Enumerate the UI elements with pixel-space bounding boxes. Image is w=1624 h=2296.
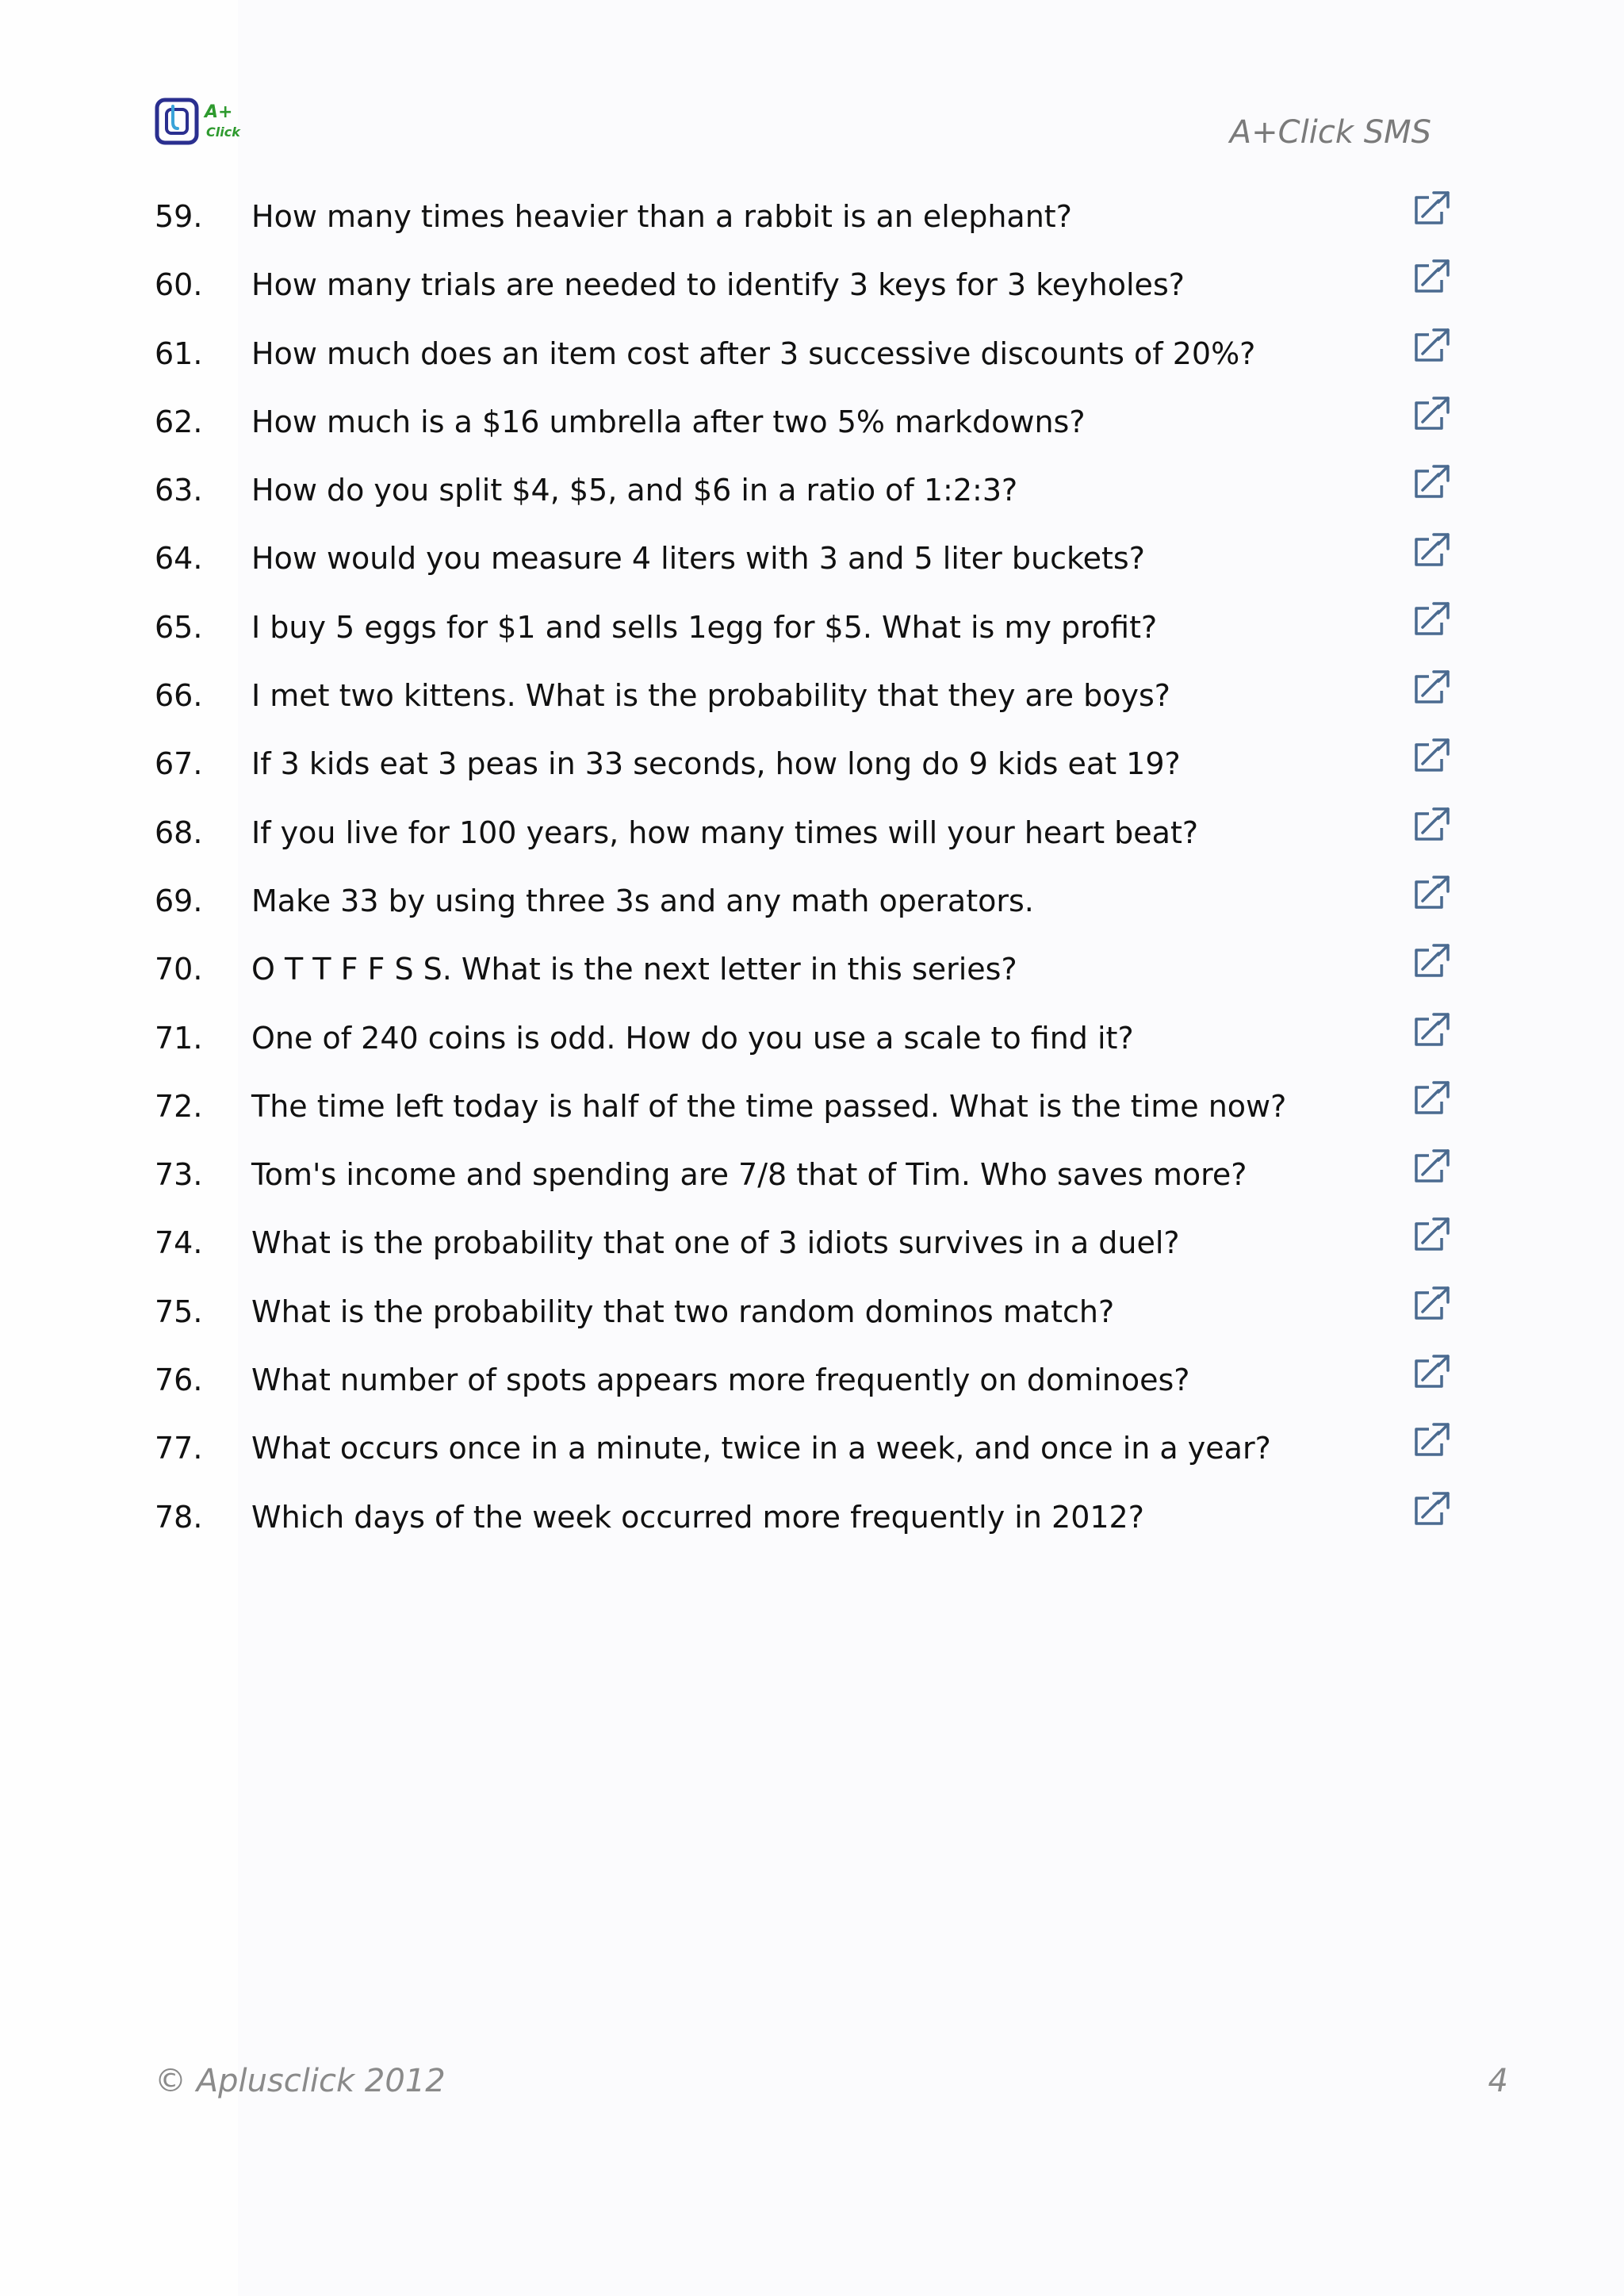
question-item [0, 742, 1624, 810]
question-item [0, 605, 1624, 673]
question-item [0, 194, 1624, 263]
question-number: 59. [155, 199, 203, 234]
question-item [0, 332, 1624, 400]
external-link-icon[interactable] [1411, 804, 1453, 845]
question-number: 66. [155, 678, 203, 714]
question-item [0, 1426, 1624, 1494]
question-item [0, 811, 1624, 879]
external-link-icon[interactable] [1411, 599, 1453, 640]
question-item [0, 263, 1624, 331]
question-item [0, 1495, 1624, 1563]
question-item [0, 1221, 1624, 1289]
question-item [0, 1016, 1624, 1084]
question-item [0, 1358, 1624, 1426]
external-link-icon[interactable] [1411, 941, 1453, 982]
question-list [0, 194, 1624, 1563]
question-number: 69. [155, 883, 203, 918]
footer-copyright: © Aplusclick 2012 [155, 2063, 446, 2099]
question-number: 68. [155, 815, 203, 850]
question-number: 78. [155, 1499, 203, 1535]
question-item [0, 1290, 1624, 1358]
question-number: 70. [155, 952, 203, 987]
question-item [0, 673, 1624, 742]
external-link-icon[interactable] [1411, 325, 1453, 366]
question-number: 64. [155, 541, 203, 577]
question-text: Make 33 by using three 3s and any math operators. [251, 883, 1034, 918]
external-link-icon[interactable] [1411, 530, 1453, 571]
question-number: 75. [155, 1294, 203, 1329]
question-text: How many trials are needed to identify 3 keys for 3 keyholes? [251, 267, 1185, 303]
external-link-icon[interactable] [1411, 1214, 1453, 1255]
question-text: How much is a $16 umbrella after two 5% markdowns? [251, 404, 1086, 439]
question-number: 63. [155, 473, 203, 508]
question-text: One of 240 coins is odd. How do you use a scale to find it? [251, 1020, 1134, 1056]
question-text: I met two kittens. What is the probability that they are boys? [251, 678, 1170, 714]
external-link-icon[interactable] [1411, 1078, 1453, 1119]
question-number: 65. [155, 609, 203, 645]
question-text: How do you split $4, $5, and $6 in a ratio of 1:2:3? [251, 473, 1018, 508]
question-number: 76. [155, 1363, 203, 1398]
question-text: How much does an item cost after 3 successive discounts of 20%? [251, 335, 1256, 371]
external-link-icon[interactable] [1411, 393, 1453, 435]
question-text: I buy 5 eggs for $1 and sells 1egg for $5. What is my profit? [251, 609, 1158, 645]
question-text: What number of spots appears more frequently on dominoes? [251, 1363, 1190, 1398]
question-text: What is the probability that two random dominos match? [251, 1294, 1115, 1329]
external-link-icon[interactable] [1411, 735, 1453, 776]
aplusclick-logo-icon [154, 95, 249, 151]
page-number: 4 [1488, 2063, 1508, 2099]
external-link-icon[interactable] [1411, 1351, 1453, 1393]
question-number: 61. [155, 335, 203, 371]
question-text: Which days of the week occurred more frequently in 2012? [251, 1499, 1144, 1535]
question-item [0, 1084, 1624, 1152]
header-title: A+Click SMS [1229, 114, 1431, 151]
question-item [0, 947, 1624, 1015]
external-link-icon[interactable] [1411, 462, 1453, 503]
question-number: 72. [155, 1088, 203, 1124]
question-number: 74. [155, 1225, 203, 1261]
question-text: How would you measure 4 liters with 3 and 5 liter buckets? [251, 541, 1145, 577]
question-text: What occurs once in a minute, twice in a week, and once in a year? [251, 1431, 1271, 1466]
question-number: 77. [155, 1431, 203, 1466]
question-text: The time left today is half of the time passed. What is the time now? [251, 1088, 1287, 1124]
external-link-icon[interactable] [1411, 1010, 1453, 1051]
question-number: 67. [155, 746, 203, 782]
question-number: 71. [155, 1020, 203, 1056]
question-item [0, 536, 1624, 604]
question-number: 62. [155, 404, 203, 439]
question-item [0, 1152, 1624, 1221]
question-text: O T T F F S S. What is the next letter in this series? [251, 952, 1017, 987]
external-link-icon[interactable] [1411, 667, 1453, 708]
question-number: 60. [155, 267, 203, 303]
external-link-icon[interactable] [1411, 872, 1453, 914]
external-link-icon[interactable] [1411, 1283, 1453, 1324]
question-item [0, 400, 1624, 468]
external-link-icon[interactable] [1411, 188, 1453, 229]
question-text: If 3 kids eat 3 peas in 33 seconds, how long do 9 kids eat 19? [251, 746, 1181, 782]
external-link-icon[interactable] [1411, 256, 1453, 297]
external-link-icon[interactable] [1411, 1489, 1453, 1530]
question-item [0, 468, 1624, 536]
question-text: If you live for 100 years, how many times will your heart beat? [251, 815, 1199, 850]
svg-text:A+: A+ [205, 102, 233, 122]
external-link-icon[interactable] [1411, 1146, 1453, 1187]
question-item [0, 879, 1624, 947]
svg-text:Click: Click [206, 125, 240, 140]
question-number: 73. [155, 1157, 203, 1193]
question-text: What is the probability that one of 3 idiots survives in a duel? [251, 1225, 1180, 1261]
external-link-icon[interactable] [1411, 1420, 1453, 1461]
question-text: How many times heavier than a rabbit is an elephant? [251, 199, 1072, 234]
question-text: Tom's income and spending are 7/8 that of Tim. Who saves more? [251, 1157, 1247, 1193]
